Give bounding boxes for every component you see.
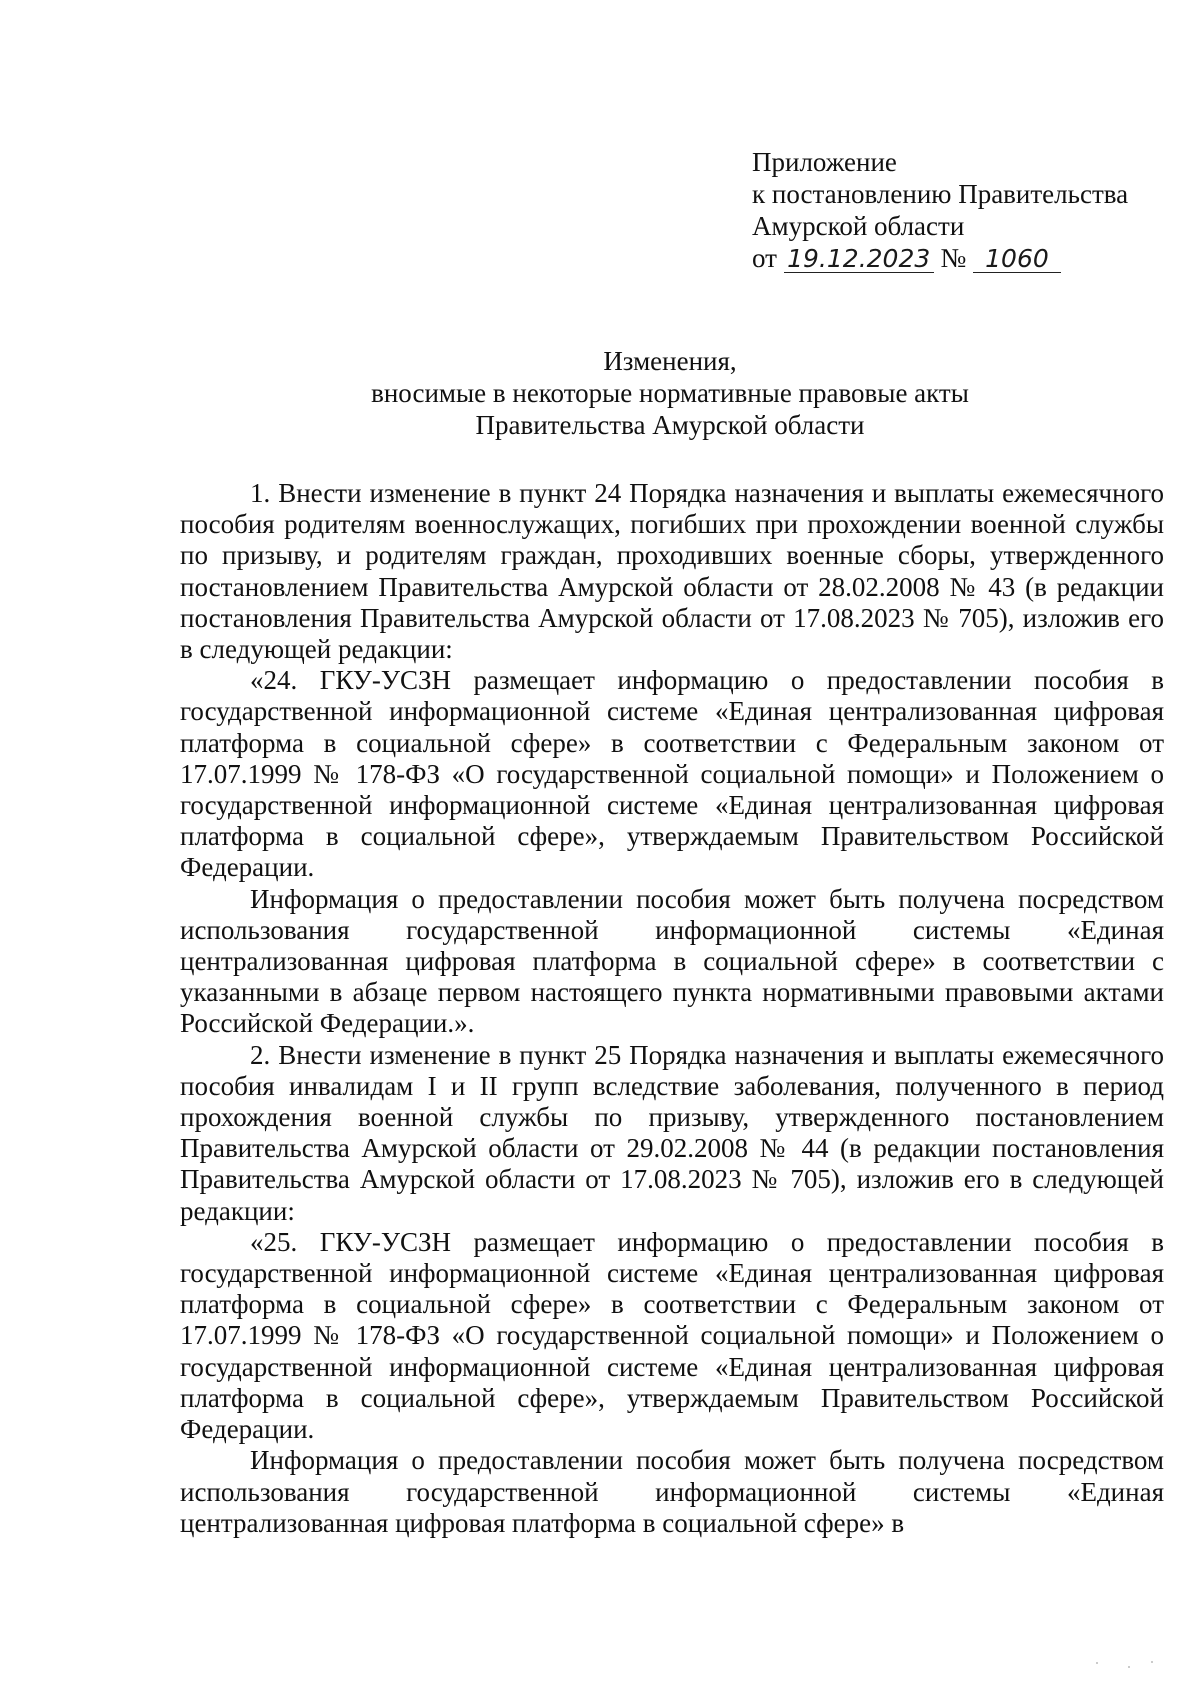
paragraph-item-2: 2. Внести изменение в пункт 25 Порядка назначения и выплаты ежемесячного пособия инвалидам I и II групп вследствие заболевания, полученного в период прохождения военной службы по призыву, утвержденного постановлением Правительства Амурской области от 29.02.2008 № 44 (в редакции постановления Правительства Амурской области от 17.08.2023 № 705), изложив его в следующей редакции: bbox=[180, 1039, 1164, 1226]
paragraph-quoted-25: «25. ГКУ-УСЗН размещает информацию о предоставлении пособия в государственной информационной системе «Единая централизованная цифровая платформа в социальной сфере» в соответствии с Федеральным законом от 17.07.1999 № 178-ФЗ «О государственной социальной помощи» и Положением о государственной информационной системе «Единая централизованная цифровая платформа в социальной сфере», утверждаемым Правительством Российской Федерации. bbox=[180, 1226, 1164, 1445]
handwritten-number: 1060 bbox=[973, 246, 1061, 273]
handwritten-date: 19.12.2023 bbox=[784, 246, 934, 273]
from-label: от bbox=[752, 243, 777, 273]
document-title bbox=[180, 345, 1160, 441]
attachment-header bbox=[752, 146, 1172, 274]
attachment-reference: к постановлению Правительства bbox=[752, 179, 1129, 209]
paragraph-quoted-24: «24. ГКУ-УСЗН размещает информацию о предоставлении пособия в государственной информационной системе «Единая централизованная цифровая платформа в социальной сфере» в соответствии с Федеральным законом от 17.07.1999 № 178-ФЗ «О государственной социальной помощи» и Положением о государственной информационной системе «Единая централизованная цифровая платформа в социальной сфере», утверждаемым Правительством Российской Федерации. bbox=[180, 665, 1164, 883]
paragraph-item-1: 1. Внести изменение в пункт 24 Порядка назначения и выплаты ежемесячного пособия родителям военнослужащих, погибших при прохождении военной службы по призыву, и родителям граждан, проходивших военные сборы, утвержденного постановлением Правительства Амурской области от 28.02.2008 № 43 (в редакции постановления Правительства Амурской области от 17.08.2023 № 705), изложив его в следующей редакции: bbox=[180, 478, 1164, 665]
attachment-region: Амурской области bbox=[752, 211, 965, 241]
title-line-1: Изменения, bbox=[603, 346, 737, 376]
title-line-2: вносимые в некоторые нормативные правовые акты bbox=[371, 378, 969, 408]
paragraph-info-1: Информация о предоставлении пособия может быть получена посредством использования государственной информационной системы «Единая централизованная цифровая платформа в социальной сфере» в соответствии с указанными в абзаце первом настоящего пункта нормативными правовыми актами Российской Федерации.». bbox=[180, 883, 1164, 1039]
number-label: № bbox=[940, 243, 967, 273]
title-line-3: Правительства Амурской области bbox=[475, 410, 865, 440]
attachment-title: Приложение bbox=[752, 147, 897, 177]
paragraph-info-2: Информация о предоставлении пособия может быть получена посредством использования государственной информационной системы «Единая централизованная цифровая платформа в социальной сфере» в bbox=[180, 1445, 1164, 1538]
document-body bbox=[180, 478, 1164, 1539]
scan-specks bbox=[1090, 1660, 1160, 1670]
attachment-date-number-line bbox=[752, 242, 1172, 274]
